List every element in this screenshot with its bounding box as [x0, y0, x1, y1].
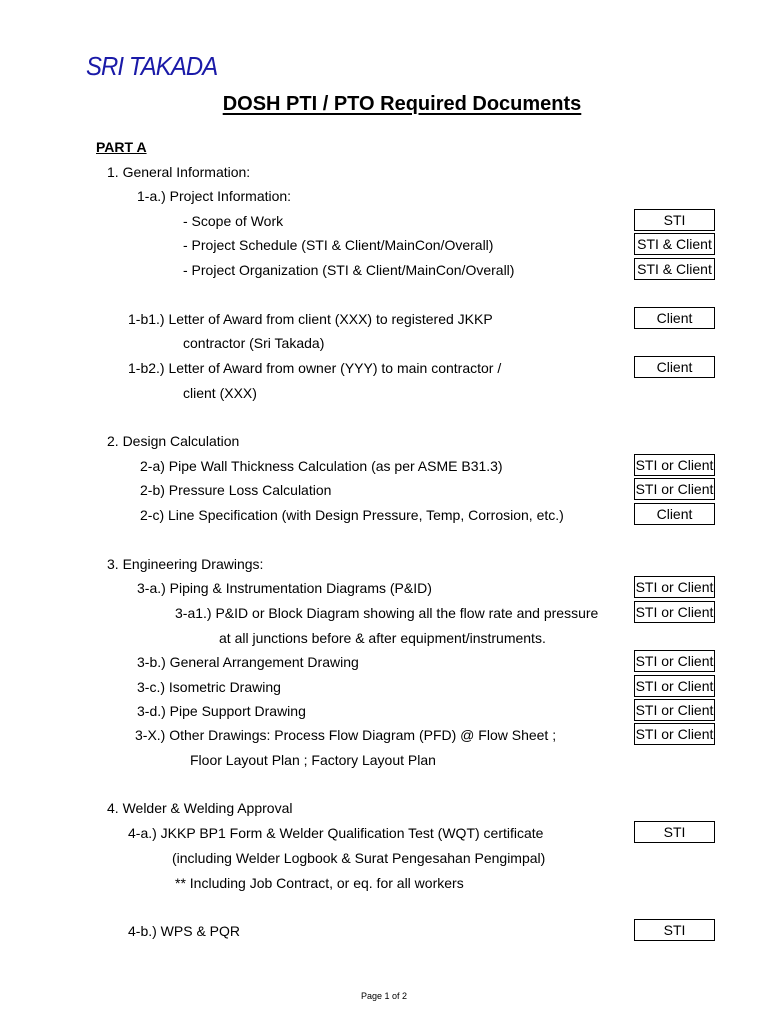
project-schedule-text: - Project Schedule (STI & Client/MainCon/Overall)	[183, 237, 494, 253]
item-1b2-text-line2: client (XXX)	[183, 385, 257, 401]
responsible-box-3c: STI or Client	[634, 675, 715, 697]
item-4a-text-line1: 4-a.) JKKP BP1 Form & Welder Qualification Test (WQT) certificate	[128, 825, 544, 841]
project-organization-text: - Project Organization (STI & Client/MainCon/Overall)	[183, 262, 515, 278]
responsible-box-4b: STI	[634, 919, 715, 941]
item-1b1-text-line1: 1-b1.) Letter of Award from client (XXX) to registered JKKP	[128, 311, 493, 327]
responsible-box-3a: STI or Client	[634, 576, 715, 598]
responsible-box-2c: Client	[634, 503, 715, 525]
page-number: Page 1 of 2	[360, 991, 408, 1001]
responsible-box-3x: STI or Client	[634, 723, 715, 745]
item-3x-text-line2: Floor Layout Plan ; Factory Layout Plan	[190, 752, 436, 768]
item-3a1-text-line1: 3-a1.) P&ID or Block Diagram showing all the flow rate and pressure	[175, 605, 599, 621]
section-3-heading: 3. Engineering Drawings:	[107, 556, 264, 572]
responsible-box-1b2: Client	[634, 356, 715, 378]
section-4-heading: 4. Welder & Welding Approval	[107, 800, 293, 816]
document-title: DOSH PTI / PTO Required Documents	[222, 93, 582, 115]
item-4b-text: 4-b.) WPS & PQR	[128, 923, 241, 939]
responsible-box-1b1: Client	[634, 307, 715, 329]
responsible-box-3a1: STI or Client	[634, 601, 715, 623]
responsible-box-organization: STI & Client	[634, 258, 715, 280]
part-a-heading: PART A	[96, 139, 147, 155]
item-3x-text-line1: 3-X.) Other Drawings: Process Flow Diagram (PFD) @ Flow Sheet ;	[135, 727, 557, 743]
item-3b-text: 3-b.) General Arrangement Drawing	[137, 654, 359, 670]
item-1b2-text-line1: 1-b2.) Letter of Award from owner (YYY) to main contractor /	[128, 360, 502, 376]
responsible-box-4a: STI	[634, 821, 715, 843]
item-1a-label: 1-a.) Project Information:	[137, 188, 292, 204]
responsible-box-3d: STI or Client	[634, 699, 715, 721]
item-3a-text: 3-a.) Piping & Instrumentation Diagrams (P&ID)	[137, 580, 432, 596]
responsible-box-2b: STI or Client	[634, 478, 715, 500]
responsible-box-schedule: STI & Client	[634, 233, 715, 255]
item-4a-text-line3: ** Including Job Contract, or eq. for all workers	[175, 875, 464, 891]
scope-of-work-text: - Scope of Work	[183, 213, 284, 229]
section-1-heading: 1. General Information:	[107, 164, 251, 180]
section-2-heading: 2. Design Calculation	[107, 433, 240, 449]
item-3c-text: 3-c.) Isometric Drawing	[137, 679, 281, 695]
item-2a-text: 2-a) Pipe Wall Thickness Calculation (as per ASME B31.3)	[140, 458, 503, 474]
responsible-box-2a: STI or Client	[634, 454, 715, 476]
company-logo: SRI TAKADA	[86, 51, 218, 81]
responsible-box-scope: STI	[634, 209, 715, 231]
item-3d-text: 3-d.) Pipe Support Drawing	[137, 703, 306, 719]
item-3a1-text-line2: at all junctions before & after equipment/instruments.	[219, 630, 546, 646]
item-1b1-text-line2: contractor (Sri Takada)	[183, 335, 325, 351]
responsible-box-3b: STI or Client	[634, 650, 715, 672]
item-4a-text-line2: (including Welder Logbook & Surat Pengesahan Pengimpal)	[172, 850, 546, 866]
item-2c-text: 2-c) Line Specification (with Design Pressure, Temp, Corrosion, etc.)	[140, 507, 564, 523]
item-2b-text: 2-b) Pressure Loss Calculation	[140, 482, 332, 498]
